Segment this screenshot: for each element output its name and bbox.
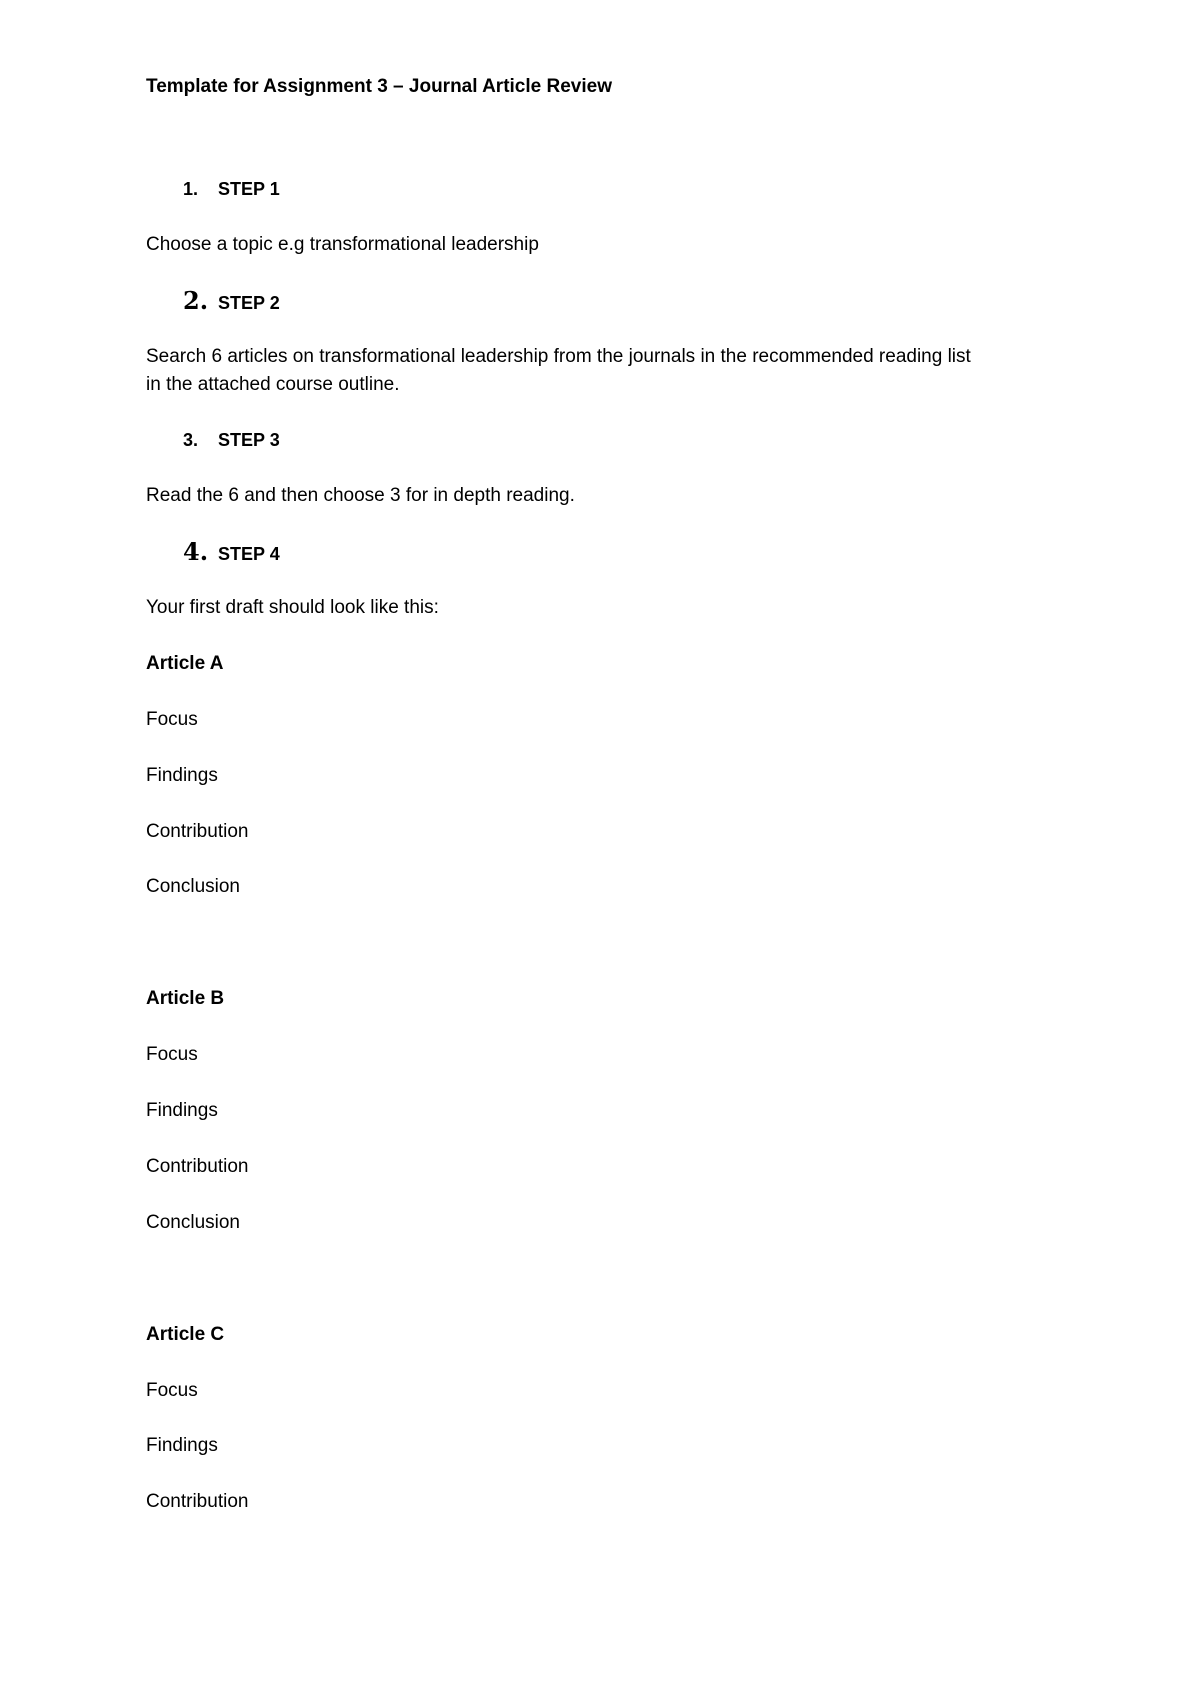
step-3-label: STEP 3 (218, 430, 280, 450)
article-b-contribution: Contribution (146, 1156, 249, 1177)
article-b-conclusion: Conclusion (146, 1212, 240, 1233)
step-1-heading (183, 177, 280, 201)
step-2-text-line-2: in the attached course outline. (146, 374, 400, 395)
step-3-heading (183, 428, 280, 452)
step-2-number: 2. (183, 286, 209, 315)
step-1-label: STEP 1 (218, 179, 280, 199)
article-a-findings: Findings (146, 765, 218, 786)
article-b-focus: Focus (146, 1044, 198, 1065)
step-4-text: Your first draft should look like this: (146, 597, 439, 618)
step-3-number: 3. (183, 430, 199, 450)
article-b-heading: Article B (146, 988, 225, 1009)
article-b-findings: Findings (146, 1100, 218, 1121)
article-c-findings: Findings (146, 1435, 218, 1456)
step-1-text: Choose a topic e.g transformational leadership (146, 234, 539, 255)
article-c-contribution: Contribution (146, 1491, 249, 1512)
article-c-heading: Article C (146, 1324, 225, 1345)
step-2-heading (183, 286, 280, 315)
step-2-label: STEP 2 (218, 293, 280, 313)
article-a-focus: Focus (146, 709, 198, 730)
step-4-heading (183, 537, 280, 566)
step-4-label: STEP 4 (218, 544, 280, 564)
step-1-number: 1. (183, 179, 199, 199)
article-a-heading: Article A (146, 653, 224, 674)
step-2-text-line-1: Search 6 articles on transformational leadership from the journals in the recommended reading list (146, 346, 971, 367)
step-4-number: 4. (183, 537, 209, 566)
article-a-conclusion: Conclusion (146, 876, 240, 897)
article-a-contribution: Contribution (146, 821, 249, 842)
article-c-focus: Focus (146, 1380, 198, 1401)
step-3-text: Read the 6 and then choose 3 for in depth reading. (146, 485, 575, 506)
document-title: Template for Assignment 3 – Journal Article Review (146, 76, 612, 97)
